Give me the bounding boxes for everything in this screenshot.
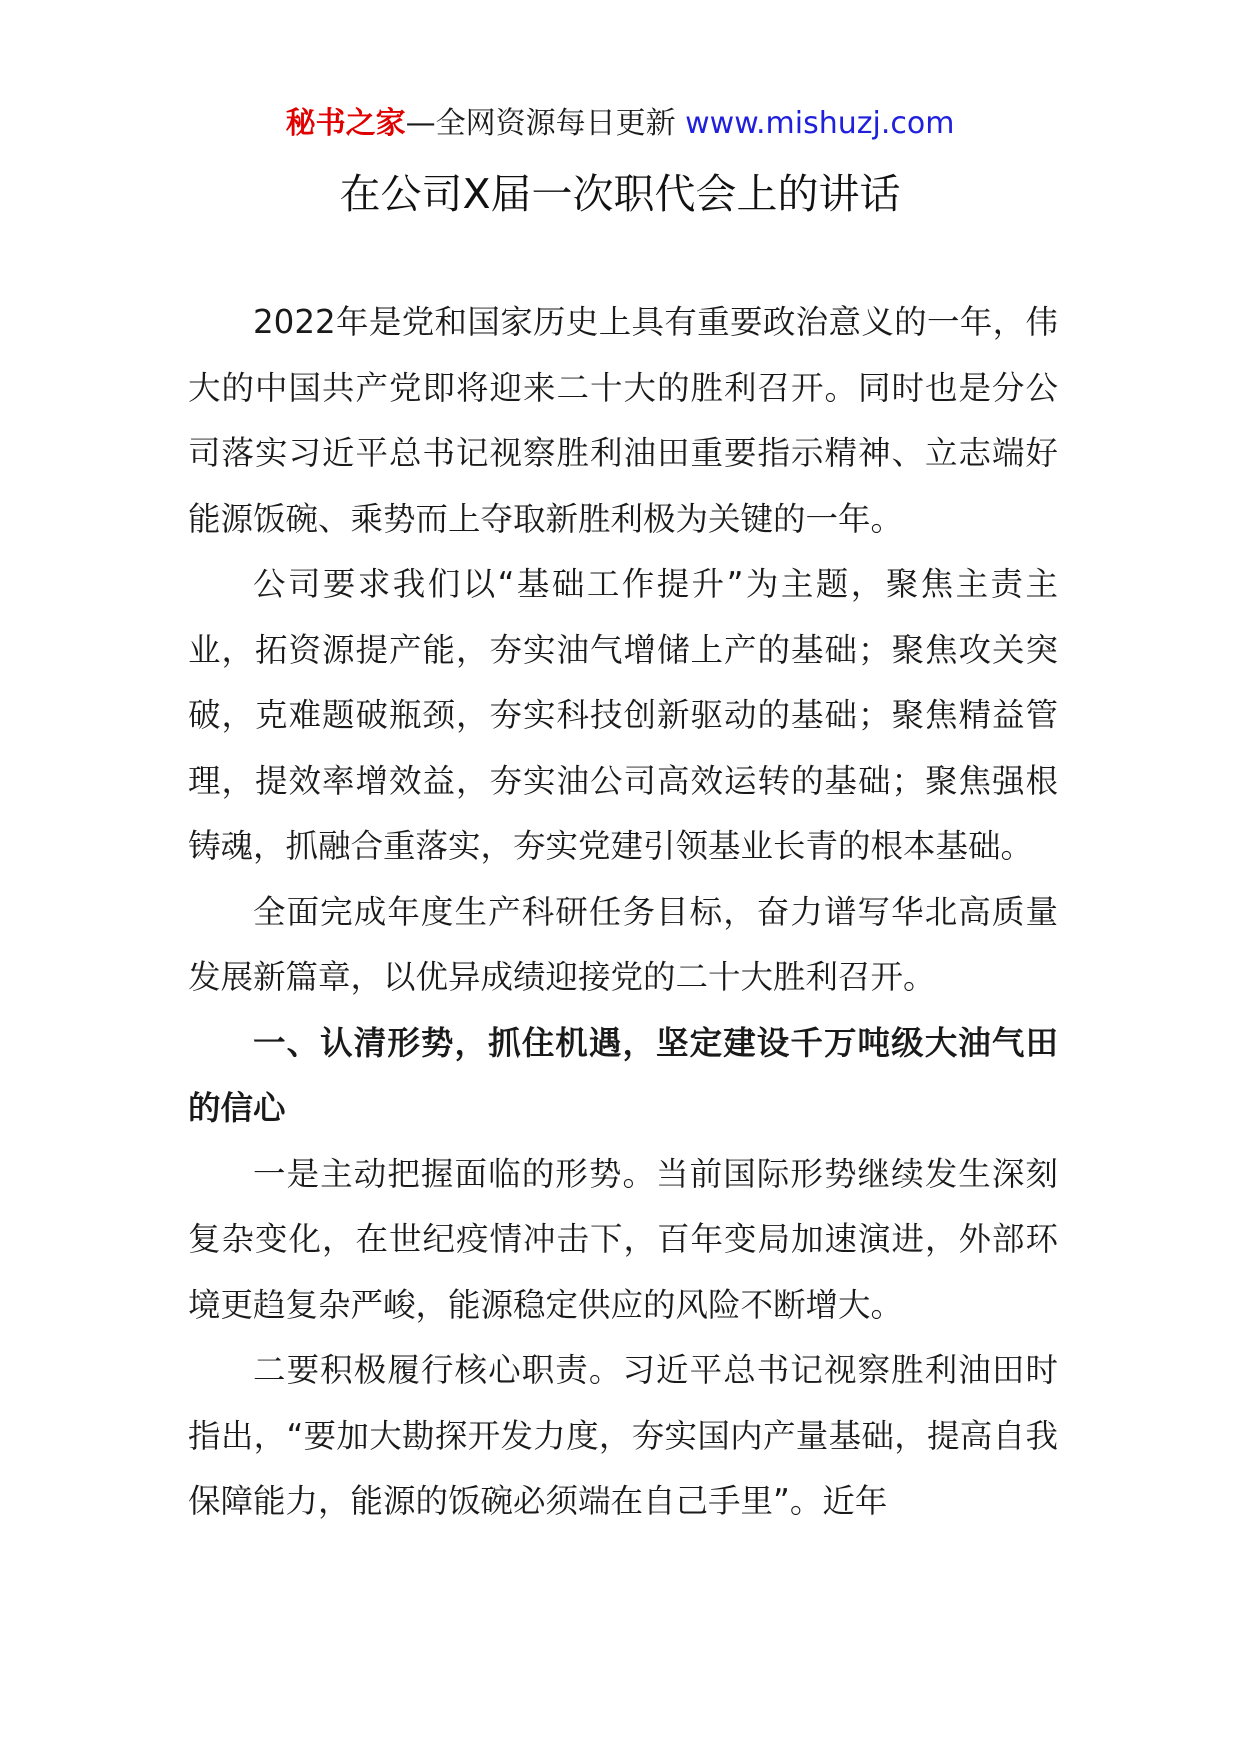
paragraph-annual-goals: 全面完成年度生产科研任务目标，奋力谱写华北高质量发展新篇章，以优异成绩迎接党的二十大胜利召开。 [188, 892, 1058, 996]
section-heading-1: 一、认清形势，抓住机遇，坚定建设千万吨级大油气田的信心 [188, 1023, 1058, 1127]
paragraph-point-2: 二要积极履行核心职责。习近平总书记视察胜利油田时指出，“要加大勘探开发力度，夯实国内产量基础，提高自我保障能力，能源的饭碗必须端在自己手里”。近年 [188, 1351, 1058, 1520]
paragraph-point-1: 一是主动把握面临的形势。当前国际形势继续发生深刻复杂变化，在世纪疫情冲击下，百年变局加速演进，外部环境更趋复杂严峻，能源稳定供应的风险不断增大。 [188, 1154, 1058, 1324]
site-url-link[interactable]: www.mishuzj.com [685, 106, 955, 141]
brand-name: 秘书之家 [285, 106, 406, 141]
document-title: 在公司X届一次职代会上的讲话 [339, 170, 901, 218]
document-body [188, 290, 1058, 1535]
paragraph-intro: 2022年是党和国家历史上具有重要政治意义的一年，伟大的中国共产党即将迎来二十大的胜利召开。同时也是分公司落实习近平总书记视察胜利油田重要指示精神、立志端好能源饭碗、乘势而上夺取新胜利极为关键的一年。 [188, 303, 1058, 538]
site-header [0, 104, 1240, 144]
header-tagline: —全网资源每日更新 [405, 106, 686, 141]
paragraph-company-requirements: 公司要求我们以“基础工作提升”为主题，聚焦主责主业，拓资源提产能，夯实油气增储上产的基础；聚焦攻关突破，克难题破瓶颈，夯实科技创新驱动的基础；聚焦精益管理，提效率增效益，夯实油公司高效运转的基础；聚焦强根铸魂，抓融合重落实，夯实党建引领基业长青的根本基础。 [188, 565, 1058, 865]
